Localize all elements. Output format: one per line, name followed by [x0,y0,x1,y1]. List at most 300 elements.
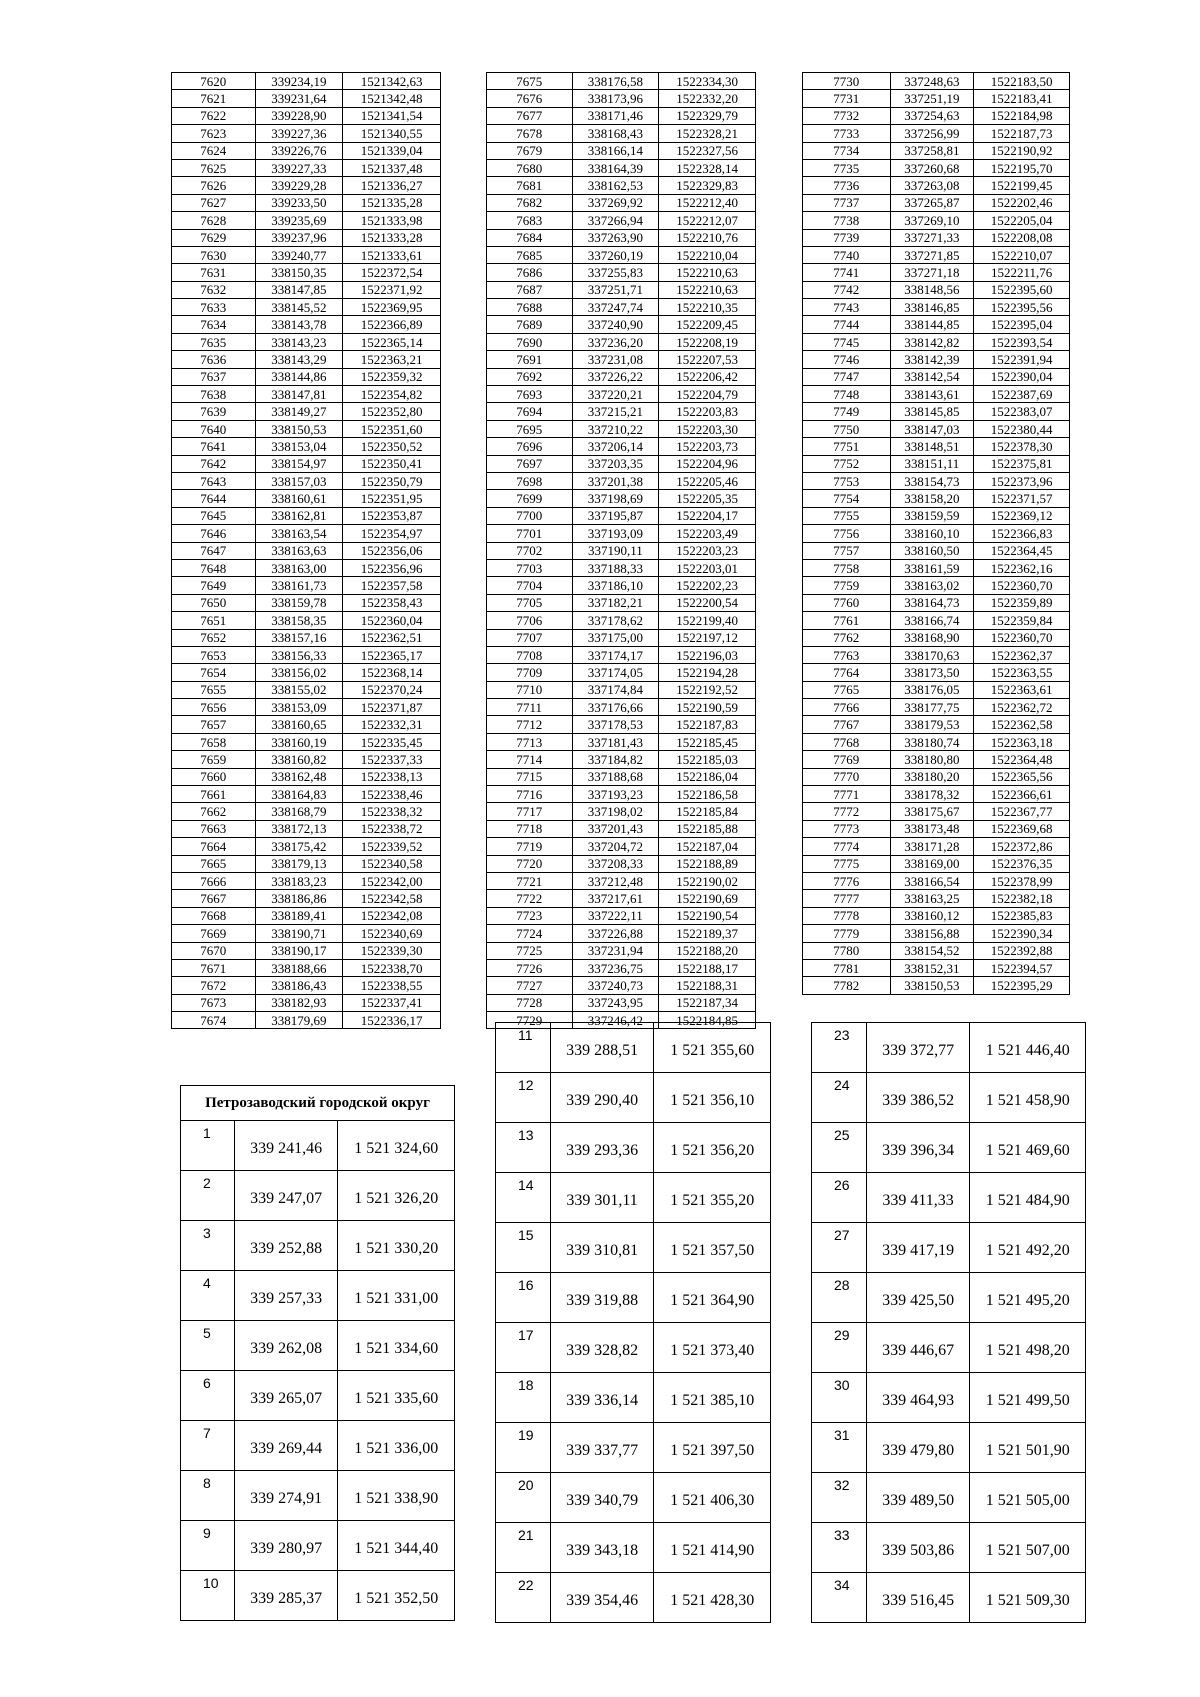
coord-x: 338156,02 [255,664,343,681]
point-number: 7713 [487,733,573,750]
coord-x: 339 446,67 [866,1323,970,1373]
coord-x: 337174,05 [572,664,659,681]
table-row [181,1571,455,1621]
table-row [172,838,441,855]
coord-y: 1522365,56 [974,768,1070,785]
coord-x: 338154,52 [890,942,974,959]
coord-x: 337182,21 [572,594,659,611]
table-row [172,768,441,785]
table-row [487,559,756,576]
coord-x: 338172,13 [255,820,343,837]
table-row [172,699,441,716]
coord-x: 338148,56 [890,281,974,298]
table-row [487,855,756,872]
table-row [496,1273,771,1323]
point-number: 7747 [803,368,891,385]
point-number: 12 [496,1073,551,1123]
point-number: 7755 [803,507,891,524]
coord-x: 337176,66 [572,699,659,716]
point-number: 7738 [803,212,891,229]
point-number: 7707 [487,629,573,646]
table-row [487,420,756,437]
point-number: 7773 [803,820,891,837]
coord-x: 337271,18 [890,264,974,281]
point-number: 34 [812,1573,867,1623]
coord-y: 1522362,37 [974,646,1070,663]
point-number: 7734 [803,142,891,159]
point-number: 7628 [172,212,256,229]
coord-y: 1522351,95 [343,490,441,507]
coord-y: 1522351,60 [343,420,441,437]
coord-y: 1522383,07 [974,403,1070,420]
coord-y: 1522362,16 [974,559,1070,576]
coord-x: 338176,58 [572,73,659,90]
table-row [803,612,1070,629]
table-row [181,1221,455,1271]
coord-x: 338168,43 [572,125,659,142]
coord-x: 339 411,33 [866,1173,970,1223]
coord-y: 1 521 501,90 [970,1423,1086,1473]
coord-y: 1522204,96 [659,455,756,472]
coord-x: 338157,03 [255,472,343,489]
coord-x: 339234,19 [255,73,343,90]
point-number: 7708 [487,646,573,663]
coord-x: 337206,14 [572,438,659,455]
table-row [172,907,441,924]
table-row [487,472,756,489]
table-row [172,733,441,750]
coord-x: 338180,80 [890,751,974,768]
point-number: 7767 [803,716,891,733]
coord-x: 338162,53 [572,177,659,194]
table-row [803,177,1070,194]
point-number: 33 [812,1523,867,1573]
coord-y: 1522390,34 [974,925,1070,942]
coord-x: 337265,87 [890,194,974,211]
point-number: 7704 [487,577,573,594]
table-row [172,803,441,820]
point-number: 7635 [172,333,256,350]
coord-x: 338160,82 [255,751,343,768]
table-row [172,994,441,1011]
coord-y: 1522203,01 [659,559,756,576]
coord-y: 1522338,13 [343,768,441,785]
table-row [803,299,1070,316]
coord-y: 1522200,54 [659,594,756,611]
coord-x: 338190,71 [255,925,343,942]
point-number: 7667 [172,890,256,907]
table-row [803,855,1070,872]
coord-x: 337178,53 [572,716,659,733]
table-row [487,803,756,820]
coord-y: 1522390,04 [974,368,1070,385]
coord-x: 338180,20 [890,768,974,785]
coord-x: 337198,69 [572,490,659,507]
coord-x: 337254,63 [890,107,974,124]
table-row [803,559,1070,576]
table-row [803,73,1070,90]
coord-y: 1 521 334,60 [338,1321,455,1371]
coord-x: 338145,52 [255,299,343,316]
coord-y: 1522327,56 [659,142,756,159]
boundary-points-table-3 [811,1022,1086,1623]
point-number: 7686 [487,264,573,281]
coord-y: 1522368,14 [343,664,441,681]
coord-y: 1522395,60 [974,281,1070,298]
coord-x: 337201,38 [572,472,659,489]
table-row [803,681,1070,698]
point-number: 7719 [487,838,573,855]
table-row [803,733,1070,750]
point-number: 7690 [487,333,573,350]
coord-x: 338183,23 [255,872,343,889]
table-row [172,890,441,907]
coord-y: 1522382,18 [974,890,1070,907]
coord-y: 1522203,83 [659,403,756,420]
table-row [496,1223,771,1273]
coord-y: 1522186,04 [659,768,756,785]
coord-y: 1522356,96 [343,559,441,576]
coord-x: 337240,90 [572,316,659,333]
coord-y: 1522185,84 [659,803,756,820]
coord-y: 1522363,18 [974,733,1070,750]
coord-y: 1522338,72 [343,820,441,837]
table-row [487,159,756,176]
point-number: 7627 [172,194,256,211]
table-row [812,1073,1086,1123]
coord-x: 339 489,50 [866,1473,970,1523]
point-number: 7638 [172,386,256,403]
table-row [172,977,441,994]
coord-x: 339240,77 [255,246,343,263]
coord-x: 337258,81 [890,142,974,159]
point-number: 7641 [172,438,256,455]
coord-x: 337243,95 [572,994,659,1011]
coord-y: 1522378,99 [974,872,1070,889]
coord-y: 1522339,52 [343,838,441,855]
coord-x: 339 328,82 [550,1323,654,1373]
table-row [172,925,441,942]
coord-y: 1522329,83 [659,177,756,194]
coord-y: 1522208,19 [659,333,756,350]
point-number: 7741 [803,264,891,281]
table-row [812,1123,1086,1173]
point-number: 7764 [803,664,891,681]
table-row [487,646,756,663]
coord-x: 338188,66 [255,959,343,976]
table-row [487,820,756,837]
table-row [181,1271,455,1321]
coord-y: 1522195,70 [974,159,1070,176]
point-number: 7754 [803,490,891,507]
point-number: 7663 [172,820,256,837]
coord-x: 338171,46 [572,107,659,124]
table-row [487,438,756,455]
coord-x: 337184,82 [572,751,659,768]
coord-y: 1522371,92 [343,281,441,298]
coord-y: 1 521 364,90 [654,1273,771,1323]
coord-x: 339227,33 [255,159,343,176]
table-row [172,525,441,542]
point-number: 7751 [803,438,891,455]
table-row [172,333,441,350]
point-number: 7626 [172,177,256,194]
coord-y: 1522369,12 [974,507,1070,524]
point-number: 7657 [172,716,256,733]
table-row [487,890,756,907]
coord-y: 1521335,28 [343,194,441,211]
coord-y: 1 521 373,40 [654,1323,771,1373]
point-number: 7756 [803,525,891,542]
coord-x: 338154,97 [255,455,343,472]
table-row [812,1423,1086,1473]
coord-x: 338153,04 [255,438,343,455]
point-number: 7736 [803,177,891,194]
coord-x: 337247,74 [572,299,659,316]
coord-x: 339 337,77 [550,1423,654,1473]
coord-y: 1522332,31 [343,716,441,733]
point-number: 7774 [803,838,891,855]
table-row [812,1523,1086,1573]
point-number: 4 [181,1271,235,1321]
table-row [803,281,1070,298]
coord-y: 1522202,23 [659,577,756,594]
point-number: 7776 [803,872,891,889]
table-row [181,1471,455,1521]
coord-y: 1 521 499,50 [970,1373,1086,1423]
coord-x: 338153,09 [255,699,343,716]
table-row [172,472,441,489]
coord-x: 338163,25 [890,890,974,907]
table-row [487,612,756,629]
coord-y: 1522336,17 [343,1012,441,1029]
coord-y: 1522378,30 [974,438,1070,455]
point-number: 7 [181,1421,235,1471]
coord-y: 1521339,04 [343,142,441,159]
coord-x: 337193,09 [572,525,659,542]
coord-y: 1522211,76 [974,264,1070,281]
point-number: 17 [496,1323,551,1373]
point-number: 7762 [803,629,891,646]
coord-x: 337174,84 [572,681,659,698]
table-row [172,212,441,229]
coord-x: 338160,61 [255,490,343,507]
coord-x: 338179,53 [890,716,974,733]
table-row [803,838,1070,855]
coord-x: 337248,63 [890,73,974,90]
coord-x: 337226,22 [572,368,659,385]
point-number: 7717 [487,803,573,820]
point-number: 7680 [487,159,573,176]
point-number: 7630 [172,246,256,263]
coord-y: 1522190,02 [659,872,756,889]
point-number: 7718 [487,820,573,837]
table-row [803,803,1070,820]
coord-y: 1522363,61 [974,681,1070,698]
coord-x: 338168,90 [890,629,974,646]
point-number: 7648 [172,559,256,576]
table-row [172,594,441,611]
table-row [181,1121,455,1171]
coord-y: 1522183,41 [974,90,1070,107]
coord-y: 1522187,34 [659,994,756,1011]
table-row [487,525,756,542]
coord-x: 338164,83 [255,786,343,803]
coord-y: 1 521 385,10 [654,1373,771,1423]
coord-y: 1522391,94 [974,351,1070,368]
point-number: 7656 [172,699,256,716]
coord-x: 338166,74 [890,612,974,629]
point-number: 7750 [803,420,891,437]
coord-x: 339 503,86 [866,1523,970,1573]
table-row [803,820,1070,837]
coord-x: 337240,73 [572,977,659,994]
coord-y: 1522189,37 [659,925,756,942]
point-number: 8 [181,1471,235,1521]
point-number: 7682 [487,194,573,211]
table-row [172,455,441,472]
point-number: 7739 [803,229,891,246]
petrozavodsk-district-table [180,1085,455,1621]
point-number: 14 [496,1173,551,1223]
point-number: 5 [181,1321,235,1371]
coord-x: 338166,54 [890,872,974,889]
coord-y: 1522359,84 [974,612,1070,629]
coord-y: 1 521 469,60 [970,1123,1086,1173]
point-number: 7640 [172,420,256,437]
coord-x: 338190,17 [255,942,343,959]
point-number: 27 [812,1223,867,1273]
point-number: 7636 [172,351,256,368]
coord-y: 1 521 352,50 [338,1571,455,1621]
point-number: 7728 [487,994,573,1011]
coord-x: 337217,61 [572,890,659,907]
coord-y: 1522202,46 [974,194,1070,211]
table-row [803,768,1070,785]
point-number: 7726 [487,959,573,976]
table-row [803,472,1070,489]
point-number: 7745 [803,333,891,350]
coord-y: 1522206,42 [659,368,756,385]
point-number: 7698 [487,472,573,489]
point-number: 21 [496,1523,551,1573]
coord-x: 339 336,14 [550,1373,654,1423]
point-number: 7685 [487,246,573,263]
point-number: 7693 [487,386,573,403]
coord-y: 1 521 356,20 [654,1123,771,1173]
coord-x: 338182,93 [255,994,343,1011]
point-number: 31 [812,1423,867,1473]
table-row [487,386,756,403]
coord-x: 338149,27 [255,403,343,420]
coord-y: 1522197,12 [659,629,756,646]
coord-y: 1522328,14 [659,159,756,176]
coord-y: 1522188,17 [659,959,756,976]
table-row [172,438,441,455]
coord-y: 1522204,79 [659,386,756,403]
table-row [803,629,1070,646]
point-number: 7731 [803,90,891,107]
table-row [803,368,1070,385]
point-number: 7712 [487,716,573,733]
coord-x: 337236,75 [572,959,659,976]
coord-x: 338156,88 [890,925,974,942]
coord-y: 1522187,04 [659,838,756,855]
point-number: 3 [181,1221,235,1271]
coord-y: 1522210,07 [974,246,1070,263]
point-number: 13 [496,1123,551,1173]
coord-x: 338169,00 [890,855,974,872]
table-row [172,786,441,803]
table-row [803,942,1070,959]
coord-y: 1522395,29 [974,977,1070,994]
table-row [803,959,1070,976]
table-row [487,455,756,472]
coord-y: 1522370,24 [343,681,441,698]
coord-x: 338161,59 [890,559,974,576]
coord-y: 1522362,72 [974,699,1070,716]
coord-x: 339 340,79 [550,1473,654,1523]
table-row [803,386,1070,403]
coord-y: 1522334,30 [659,73,756,90]
coord-x: 339 319,88 [550,1273,654,1323]
coord-y: 1521336,27 [343,177,441,194]
coord-y: 1522360,70 [974,629,1070,646]
coord-y: 1522204,17 [659,507,756,524]
point-number: 7654 [172,664,256,681]
table-row [803,90,1070,107]
point-number: 7662 [172,803,256,820]
point-number: 7720 [487,855,573,872]
point-number: 7666 [172,872,256,889]
coord-x: 339 293,36 [550,1123,654,1173]
coord-x: 337251,71 [572,281,659,298]
table-row [803,159,1070,176]
coord-x: 338180,74 [890,733,974,750]
table-row [803,525,1070,542]
point-number: 28 [812,1273,867,1323]
coord-x: 337263,08 [890,177,974,194]
coord-x: 338175,42 [255,838,343,855]
coord-x: 339 310,81 [550,1223,654,1273]
table-row [496,1123,771,1173]
coord-y: 1521337,48 [343,159,441,176]
coord-y: 1522183,50 [974,73,1070,90]
point-number: 7692 [487,368,573,385]
coord-y: 1 521 331,00 [338,1271,455,1321]
coord-y: 1522192,52 [659,681,756,698]
coord-x: 337193,23 [572,786,659,803]
coord-y: 1522205,35 [659,490,756,507]
coord-x: 338160,12 [890,907,974,924]
point-number: 7714 [487,751,573,768]
point-number: 7700 [487,507,573,524]
point-number: 7629 [172,229,256,246]
point-number: 7688 [487,299,573,316]
point-number: 23 [812,1023,867,1073]
coord-y: 1 521 458,90 [970,1073,1086,1123]
coord-x: 337246,42 [572,1012,659,1029]
table-row [487,925,756,942]
coord-y: 1522369,68 [974,820,1070,837]
coord-y: 1522362,51 [343,629,441,646]
coord-y: 1522339,30 [343,942,441,959]
coord-x: 338143,78 [255,316,343,333]
coord-x: 338159,59 [890,507,974,524]
point-number: 7749 [803,403,891,420]
coord-y: 1522340,58 [343,855,441,872]
coord-y: 1521333,28 [343,229,441,246]
